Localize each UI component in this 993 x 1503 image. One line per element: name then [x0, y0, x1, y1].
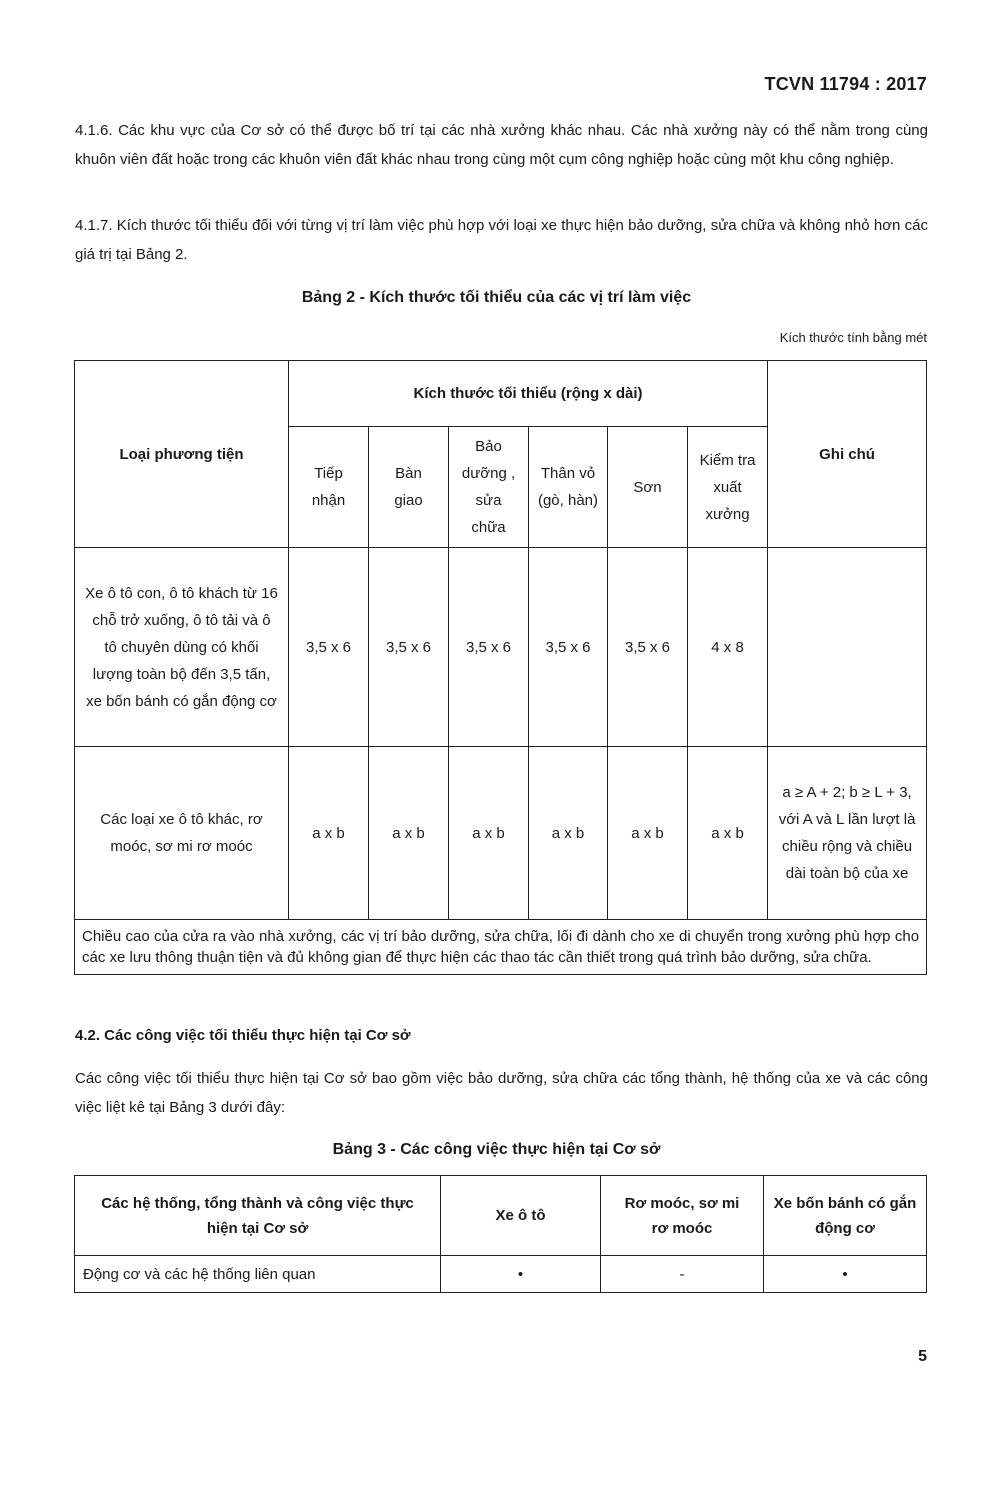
note-cell [768, 548, 927, 747]
subcol-reception: Tiếp nhận [289, 427, 369, 548]
note-cell: a ≥ A + 2; b ≥ L + 3, với A và L lần lượt là chiều rộng và chiều dài toàn bộ của xe [768, 747, 927, 920]
value-cell: a x b [529, 747, 608, 920]
subcol-maintenance: Bảo dưỡng , sửa chữa [449, 427, 529, 548]
section-4-1-7: 4.1.7. Kích thước tối thiểu đối với từng vị trí làm việc phù hợp với loại xe thực hiện bảo dưỡng, sửa chữa và không nhỏ hơn các giá trị tại Bảng 2. [75, 217, 928, 263]
table2-caption: Bảng 2 - Kích thước tối thiểu của các vị trí làm việc [301, 289, 692, 306]
mark-cell: - [601, 1256, 764, 1293]
vehicle-cell: Xe ô tô con, ô tô khách từ 16 chỗ trở xuống, ô tô tải và ô tô chuyên dùng có khối lượng toàn bộ đến 3,5 tấn, xe bốn bánh có gắn động cơ [75, 548, 289, 747]
section-4-2-heading: 4.2. Các công việc tối thiểu thực hiện tại Cơ sở [75, 1027, 411, 1044]
subcol-paint: Sơn [608, 427, 688, 548]
value-cell: a x b [449, 747, 529, 920]
table-row [75, 747, 927, 920]
value-cell: 3,5 x 6 [449, 548, 529, 747]
mark-cell: • [764, 1256, 927, 1293]
vehicle-cell: Các loại xe ô tô khác, rơ moóc, sơ mi rơ moóc [75, 747, 289, 920]
table-row [75, 920, 927, 975]
item-cell: Động cơ và các hệ thống liên quan [75, 1256, 441, 1293]
col-trailer: Rơ moóc, sơ mi rơ moóc [601, 1176, 764, 1256]
value-cell: a x b [289, 747, 369, 920]
col-vehicle-type: Loại phương tiện [75, 361, 289, 548]
subcol-handover: Bàn giao [369, 427, 449, 548]
table2-footnote: Chiều cao của cửa ra vào nhà xưởng, các vị trí bảo dưỡng, sửa chữa, lối đi dành cho xe di chuyển trong xưởng phù hợp cho các xe lưu thông thuận tiện và đủ không gian để thực hiện các thao tác cần thiết trong quá trình bảo dưỡng, sửa chữa. [75, 920, 927, 975]
subcol-final-inspection: Kiểm tra xuất xưởng [688, 427, 768, 548]
page-number: 5 [918, 1348, 927, 1365]
table3-caption: Bảng 3 - Các công việc thực hiện tại Cơ sở [332, 1141, 661, 1158]
value-cell: 3,5 x 6 [529, 548, 608, 747]
mark-cell: • [441, 1256, 601, 1293]
value-cell: 3,5 x 6 [608, 548, 688, 747]
col-min-dimensions: Kích thước tối thiểu (rộng x dài) [289, 361, 768, 427]
value-cell: a x b [608, 747, 688, 920]
col-systems: Các hệ thống, tổng thành và công việc thực hiện tại Cơ sở [75, 1176, 441, 1256]
col-car: Xe ô tô [441, 1176, 601, 1256]
value-cell: 3,5 x 6 [289, 548, 369, 747]
col-quad: Xe bốn bánh có gắn động cơ [764, 1176, 927, 1256]
table-row [75, 1256, 927, 1293]
value-cell: 3,5 x 6 [369, 548, 449, 747]
table-row [75, 548, 927, 747]
table3 [74, 1175, 927, 1293]
value-cell: 4 x 8 [688, 548, 768, 747]
table2 [74, 360, 927, 975]
value-cell: a x b [369, 747, 449, 920]
table2-unit-note: Kích thước tính bằng mét [779, 330, 927, 345]
value-cell: a x b [688, 747, 768, 920]
section-4-2-text: Các công việc tối thiểu thực hiện tại Cơ sở bao gồm việc bảo dưỡng, sửa chữa các tổng thành, hệ thống của xe và các công việc liệt kê tại Bảng 3 dưới đây: [75, 1070, 928, 1116]
subcol-body-work: Thân vỏ (gò, hàn) [529, 427, 608, 548]
standard-code: TCVN 11794 : 2017 [764, 74, 927, 94]
section-4-1-6: 4.1.6. Các khu vực của Cơ sở có thể được bố trí tại các nhà xưởng khác nhau. Các nhà xưởng này có thể nằm trong cùng khuôn viên đất hoặc trong các khuôn viên đất khác nhau trong cùng một cụm công nghiệp hoặc cùng một khu công nghiệp. [75, 122, 928, 168]
col-note: Ghi chú [768, 361, 927, 548]
